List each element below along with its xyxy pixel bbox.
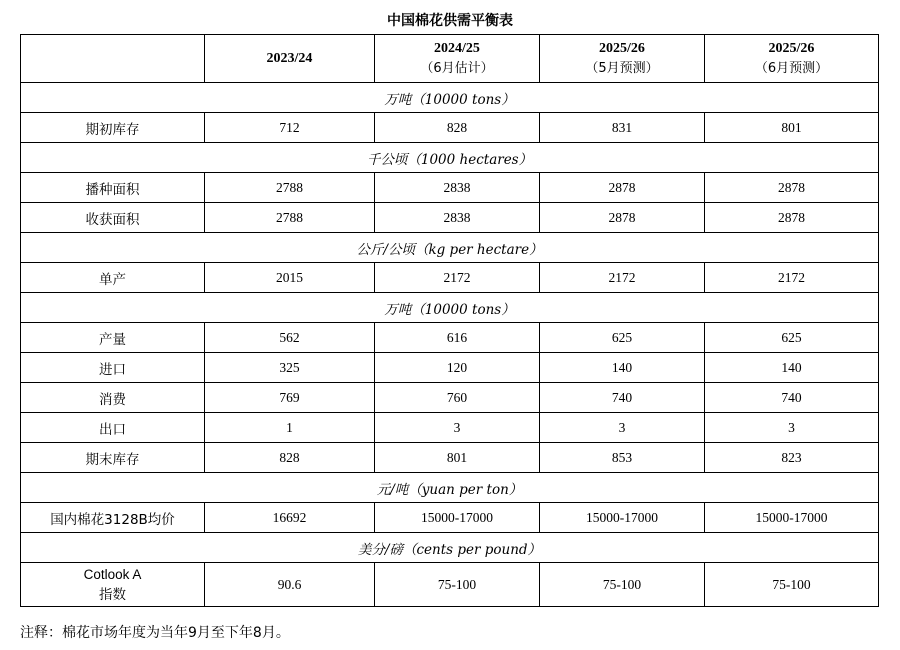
cell: 15000-17000 [375,503,540,533]
cell: 75-100 [705,563,879,607]
cell: 2172 [705,263,879,293]
header-row [21,35,879,83]
cell: 828 [205,443,375,473]
cell: 828 [375,113,540,143]
cell: 831 [540,113,705,143]
header-col-1: 2023/24 [205,35,375,83]
unit-label: 千公顷（1000 hectares） [21,143,879,173]
table-row-imports [21,353,879,383]
cell: 75-100 [375,563,540,607]
cell: 740 [705,383,879,413]
table-row-end-stock [21,443,879,473]
cell: 75-100 [540,563,705,607]
row-label: 播种面积 [21,173,205,203]
cell: 2172 [540,263,705,293]
table-title: 中国棉花供需平衡表 [387,13,513,29]
unit-label: 元/吨（yuan per ton） [21,473,879,503]
unit-row-yield [21,233,879,263]
cell: 625 [540,323,705,353]
row-label: 期初库存 [21,113,205,143]
table-row-yield [21,263,879,293]
cell: 140 [705,353,879,383]
row-label: 产量 [21,323,205,353]
unit-label: 万吨（10000 tons） [21,83,879,113]
cell: 853 [540,443,705,473]
table-row-consumption [21,383,879,413]
cell: 2788 [205,203,375,233]
header-col-2: 2024/25 （6月估计） [375,35,540,83]
cell: 823 [705,443,879,473]
table-row-production [21,323,879,353]
cell: 2788 [205,173,375,203]
cell: 2878 [540,203,705,233]
cell: 801 [375,443,540,473]
table-row-planted-area [21,173,879,203]
unit-row-price-cny [21,473,879,503]
row-label-line1: Cotlook A [83,566,142,582]
cell: 120 [375,353,540,383]
row-label [21,563,205,607]
row-label: 进口 [21,353,205,383]
cell: 1 [205,413,375,443]
cell: 325 [205,353,375,383]
unit-row-supply [21,293,879,323]
cell: 2878 [705,173,879,203]
cell: 2015 [205,263,375,293]
unit-row-stock [21,83,879,113]
supply-demand-table [20,34,879,607]
cell: 740 [540,383,705,413]
table-row-cotlook [21,563,879,607]
row-label: 期末库存 [21,443,205,473]
row-label: 国内棉花3128B均价 [21,503,205,533]
cell: 625 [705,323,879,353]
cell: 15000-17000 [705,503,879,533]
table-row-domestic-price [21,503,879,533]
cell: 2838 [375,173,540,203]
cell: 3 [540,413,705,443]
cell: 140 [540,353,705,383]
cell: 769 [205,383,375,413]
footnote: 注释：棉花市场年度为当年9月至下年8月。 [20,625,290,641]
cell: 712 [205,113,375,143]
cell: 2878 [705,203,879,233]
cell: 3 [375,413,540,443]
unit-row-area [21,143,879,173]
header-col-3: 2025/26 （5月预测） [540,35,705,83]
cell: 2172 [375,263,540,293]
cell: 2878 [540,173,705,203]
unit-label: 美分/磅（cents per pound） [21,533,879,563]
cell: 3 [705,413,879,443]
table-row-exports [21,413,879,443]
cell: 562 [205,323,375,353]
table-row-begin-stock [21,113,879,143]
cell: 15000-17000 [540,503,705,533]
cell: 90.6 [205,563,375,607]
cell: 760 [375,383,540,413]
row-label: 收获面积 [21,203,205,233]
cell: 2838 [375,203,540,233]
unit-row-price-usd [21,533,879,563]
row-label: 单产 [21,263,205,293]
unit-label: 公斤/公顷（kg per hectare） [21,233,879,263]
row-label-line2: 指数 [99,586,126,603]
cell: 801 [705,113,879,143]
header-empty-cell [21,35,205,83]
table-row-harvested-area [21,203,879,233]
header-col-4: 2025/26 （6月预测） [705,35,879,83]
row-label: 消费 [21,383,205,413]
cell: 16692 [205,503,375,533]
cell: 616 [375,323,540,353]
unit-label: 万吨（10000 tons） [21,293,879,323]
row-label: 出口 [21,413,205,443]
